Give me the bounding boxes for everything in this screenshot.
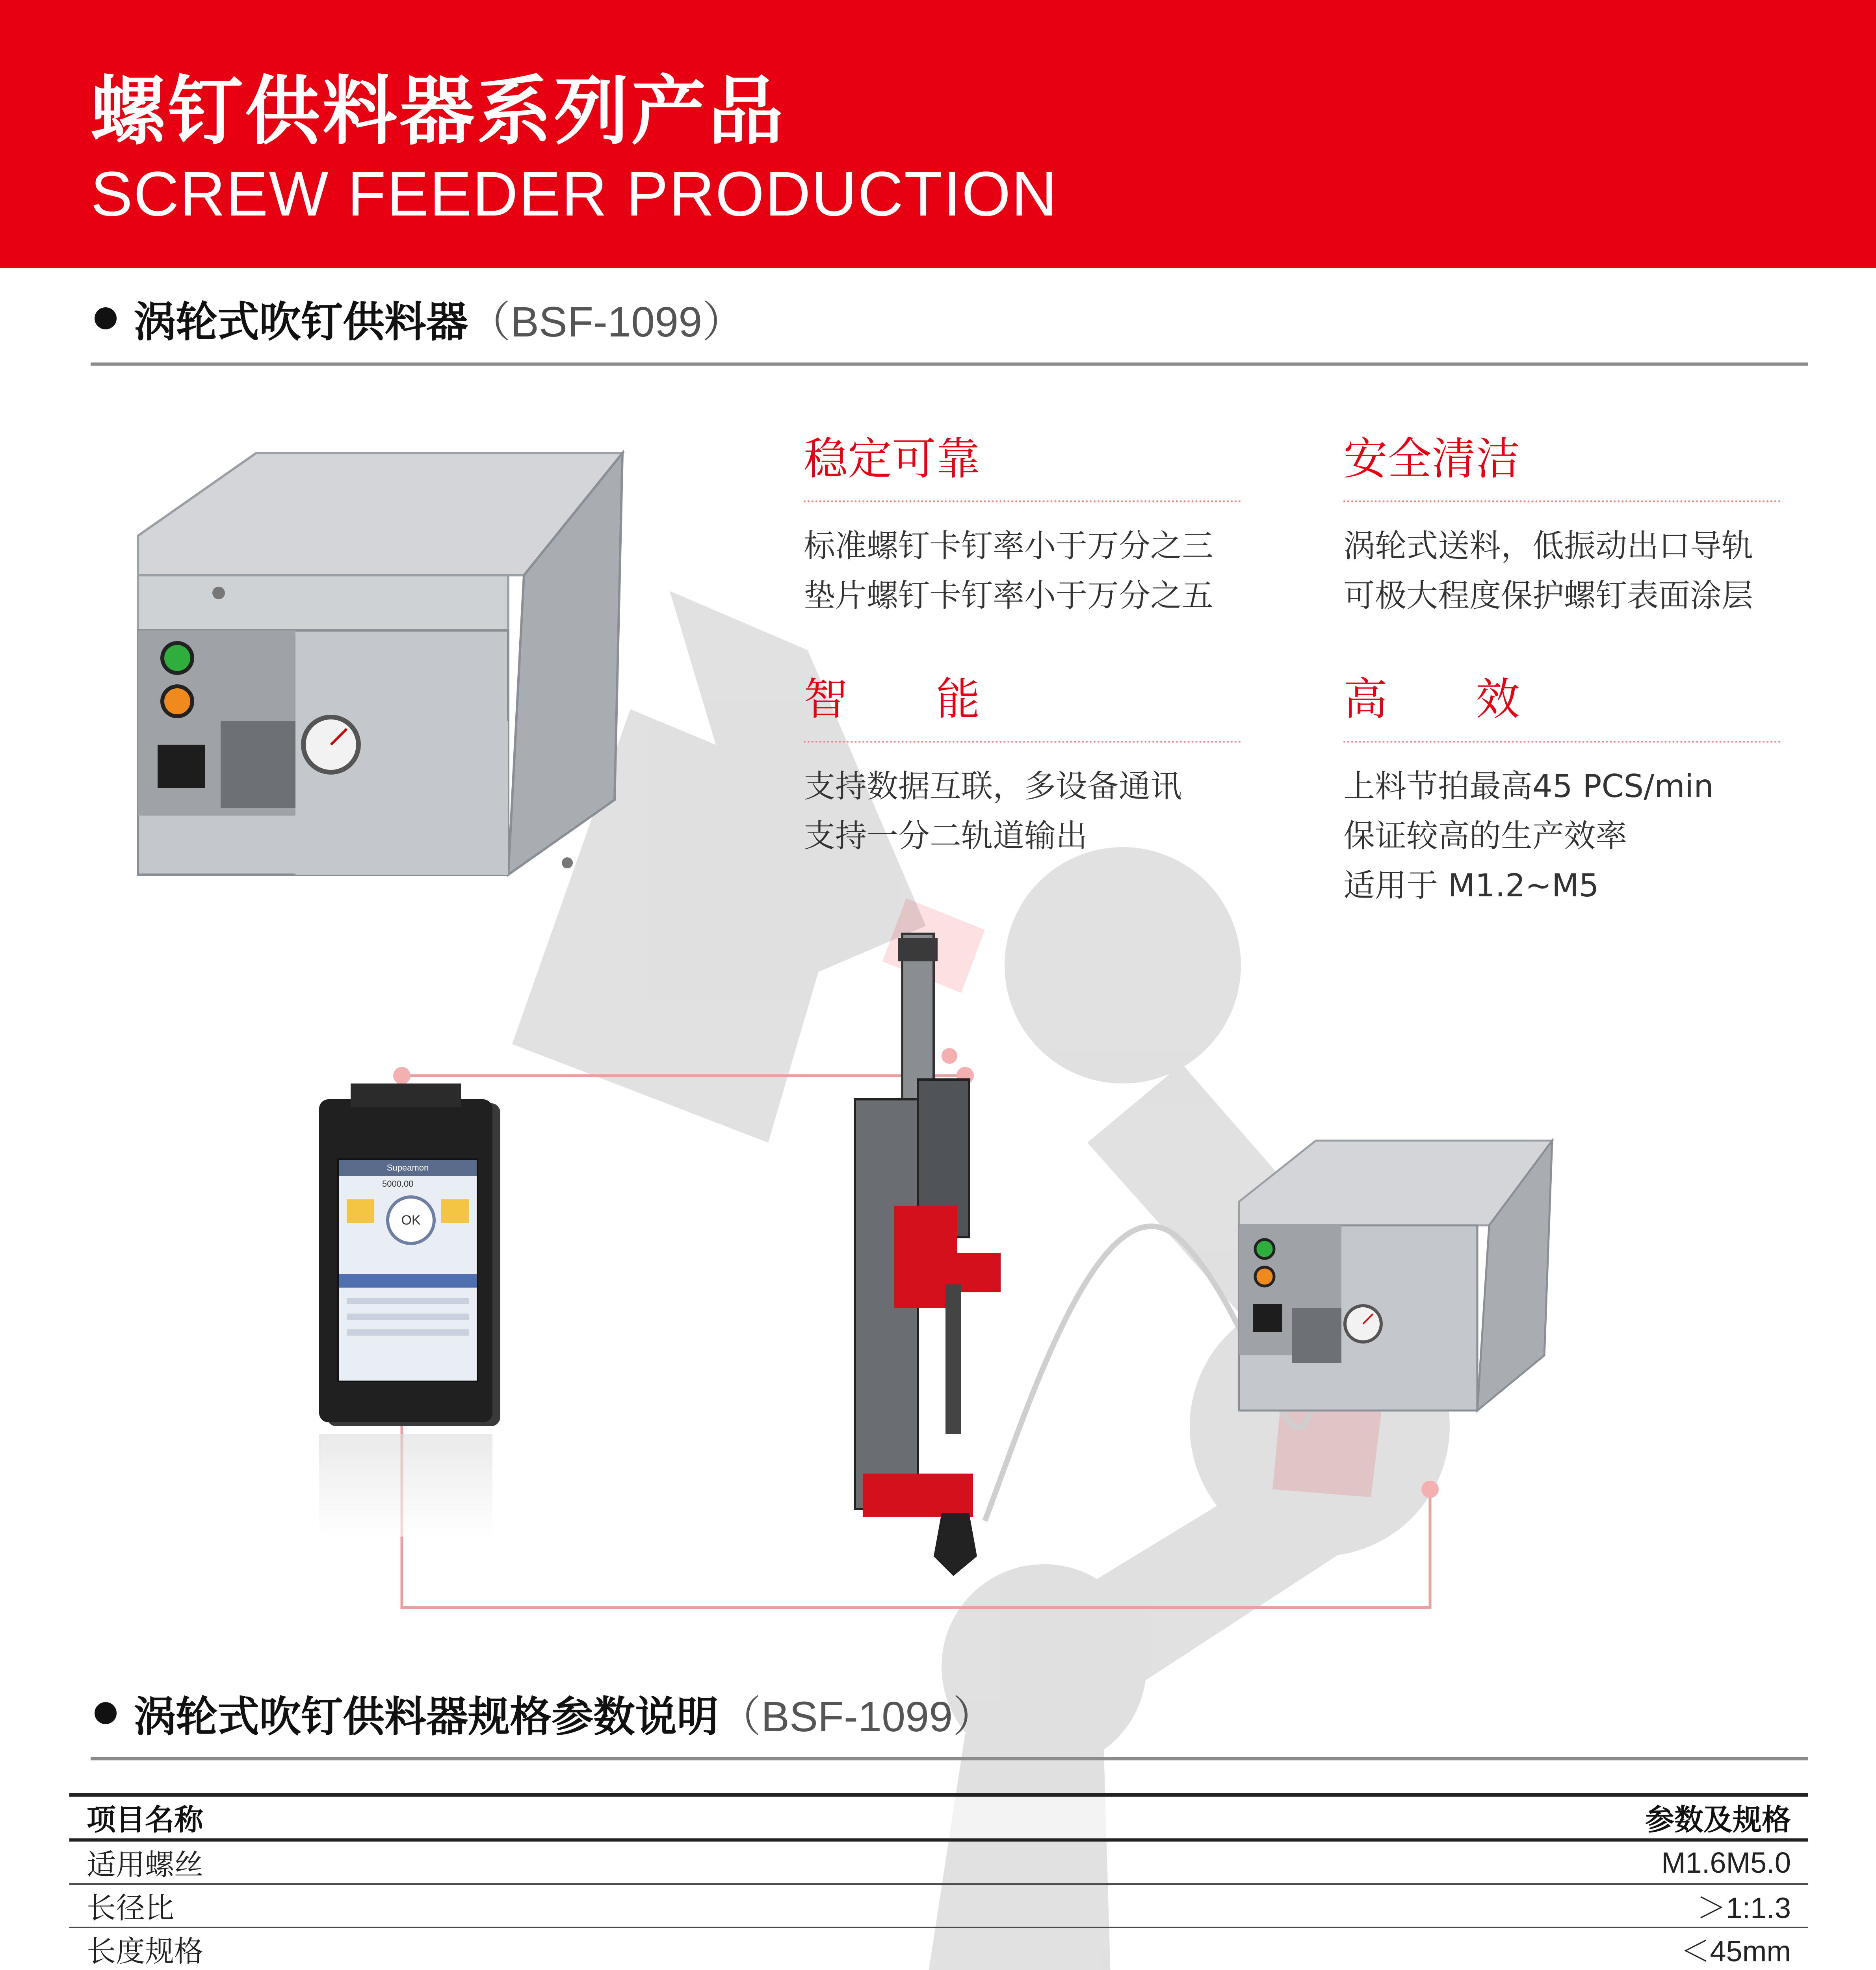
feature-line: 上料节拍最高45 PCS/min [1343,768,1714,805]
column-header-name: 项目名称 [69,1795,859,1840]
feature-line: 涡轮式送料，低振动出口导轨 [1343,528,1753,564]
screen-brand: Supeamon [339,1160,477,1176]
column-header-value: 参数及规格 [859,1795,1808,1840]
spec-name: 适用螺丝 [69,1840,859,1884]
section-title: 涡轮式吹钉供料器 [134,298,468,346]
feature-title: 高 效 [1343,666,1781,743]
feature-title: 智 能 [804,666,1241,743]
controller-panel-image [319,1099,492,1422]
table-row [69,1927,1808,1970]
controller-reflection [319,1434,492,1537]
controller-screen [337,1158,478,1382]
spec-value: ＜45mm [859,1927,1808,1970]
screen-ok-button: OK [386,1195,436,1245]
auto-screwdriver-image [847,930,1044,1600]
spec-name: 长度规格 [69,1927,859,1970]
bullet-dot-icon [95,1702,117,1724]
section-model: （BSF-1099） [468,298,745,346]
table-row [69,1884,1808,1927]
screw-feeder-small-image [1233,1135,1560,1434]
feature-line: 支持数据互联，多设备通讯 [804,768,1182,805]
page-subtitle: SCREW FEEDER PRODUCTION [91,158,1058,229]
feature-title: 稳定可靠 [804,426,1241,502]
spec-name: 长径比 [69,1884,859,1927]
spec-value: M1.6M5.0 [859,1840,1808,1884]
screen-value: 5000.00 [382,1179,414,1189]
feature-line: 垫片螺钉卡钉率小于万分之五 [804,577,1213,614]
section-title: 涡轮式吹钉供料器规格参数说明 [134,1693,719,1741]
feature-line: 保证较高的生产效率 [1343,818,1627,854]
page-title: 螺钉供料器系列产品 [91,68,786,155]
spec-table [69,1793,1808,1970]
feature-line: 标准螺钉卡钉率小于万分之三 [804,528,1213,564]
table-row [69,1840,1808,1884]
feature-line: 适用于 M1.2~M5 [1343,867,1599,904]
feature-line: 可极大程度保护螺钉表面涂层 [1343,577,1753,614]
table-header-row [69,1795,1808,1840]
section-model: （BSF-1099） [719,1693,996,1740]
section-heading-specs [91,1678,1808,1760]
feature-line: 支持一分二轨道输出 [804,818,1087,854]
feature-title: 安全清洁 [1343,426,1781,502]
spec-value: ＞1:1.3 [859,1884,1808,1927]
